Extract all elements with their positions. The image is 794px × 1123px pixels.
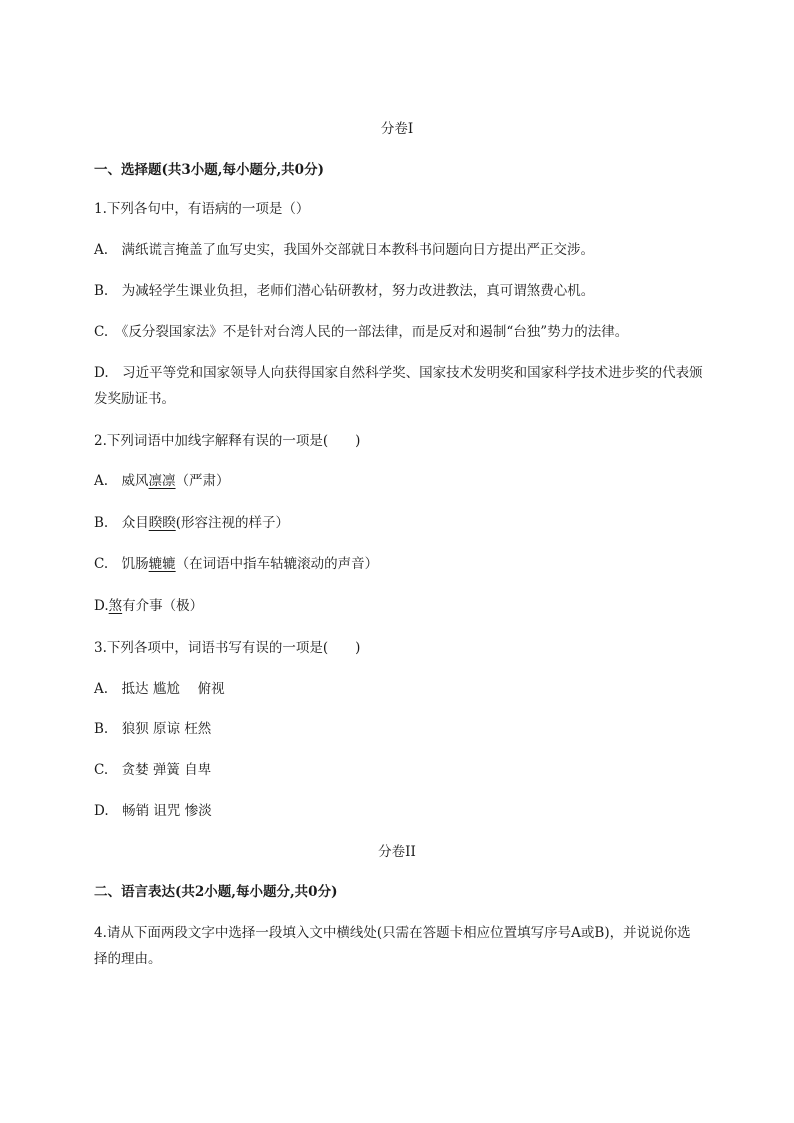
- q2-option-d: [94, 593, 704, 619]
- q2-c-underlined-word: 辘辘: [148, 556, 176, 572]
- q2-option-b: [94, 510, 704, 536]
- q2-c-prefix: C. 饥肠: [94, 556, 149, 572]
- q2-b-prefix: B. 众目: [94, 515, 149, 531]
- q1-option-d: D. 习近平等党和国家领导人向获得国家自然科学奖、国家技术发明奖和国家科学技术进步奖的代表颁发奖励证书。: [94, 365, 703, 407]
- q2-stem: 2.下列词语中加线字解释有误的一项是( ): [94, 433, 361, 449]
- section1-heading: 一、选择题(共3小题,每小题分,共0分): [94, 162, 324, 178]
- section2-heading: 二、语言表达(共2小题,每小题分,共0分): [94, 884, 338, 900]
- q2-b-gloss: (形容注视的样子）: [175, 515, 289, 531]
- q3-option-a: A. 抵达 尴尬 俯视: [94, 681, 225, 697]
- q3-option-c: C. 贪婪 弹簧 自卑: [94, 762, 212, 778]
- q2-c-gloss: （在词语中指车轱辘滚动的声音）: [175, 556, 379, 572]
- q1-option-a: A. 满纸谎言掩盖了血写史实，我国外交部就日本教科书问题向日方提出严正交涉。: [94, 242, 595, 258]
- q2-d-gloss: 有介事（极）: [122, 598, 204, 614]
- q1-option-b: B. 为减轻学生课业负担，老师们潜心钻研教材，努力改进教法，真可谓煞费心机。: [94, 283, 595, 299]
- q2-d-prefix: D.: [94, 598, 109, 614]
- q3-option-b: B. 狼狈 原谅 枉然: [94, 721, 212, 737]
- part1-title: 分卷I: [380, 121, 414, 137]
- q2-a-gloss: （严肃）: [175, 473, 230, 489]
- q3-option-d: D. 畅销 诅咒 惨淡: [94, 803, 212, 819]
- q1-option-c: C. 《反分裂国家法》不是针对台湾人民的一部法律，而是反对和遏制“台独”势力的法律。: [94, 324, 629, 340]
- q4-stem: 4.请从下面两段文字中选择一段填入文中横线处(只需在答题卡相应位置填写序号A或B)，并说说你选择的理由。: [94, 925, 691, 967]
- q3-stem: 3.下列各项中，词语书写有误的一项是( ): [94, 640, 361, 656]
- part2-title: 分卷II: [378, 844, 416, 860]
- q2-a-prefix: A. 威风: [94, 473, 149, 489]
- q2-option-a: [94, 468, 704, 494]
- q2-b-underlined-word: 睽睽: [148, 515, 176, 531]
- q2-a-underlined-word: 凛凛: [148, 473, 176, 489]
- q2-d-underlined-word: 煞: [108, 598, 123, 614]
- q1-stem: 1.下列各句中，有语病的一项是（）: [94, 201, 310, 217]
- q2-option-c: [94, 551, 704, 577]
